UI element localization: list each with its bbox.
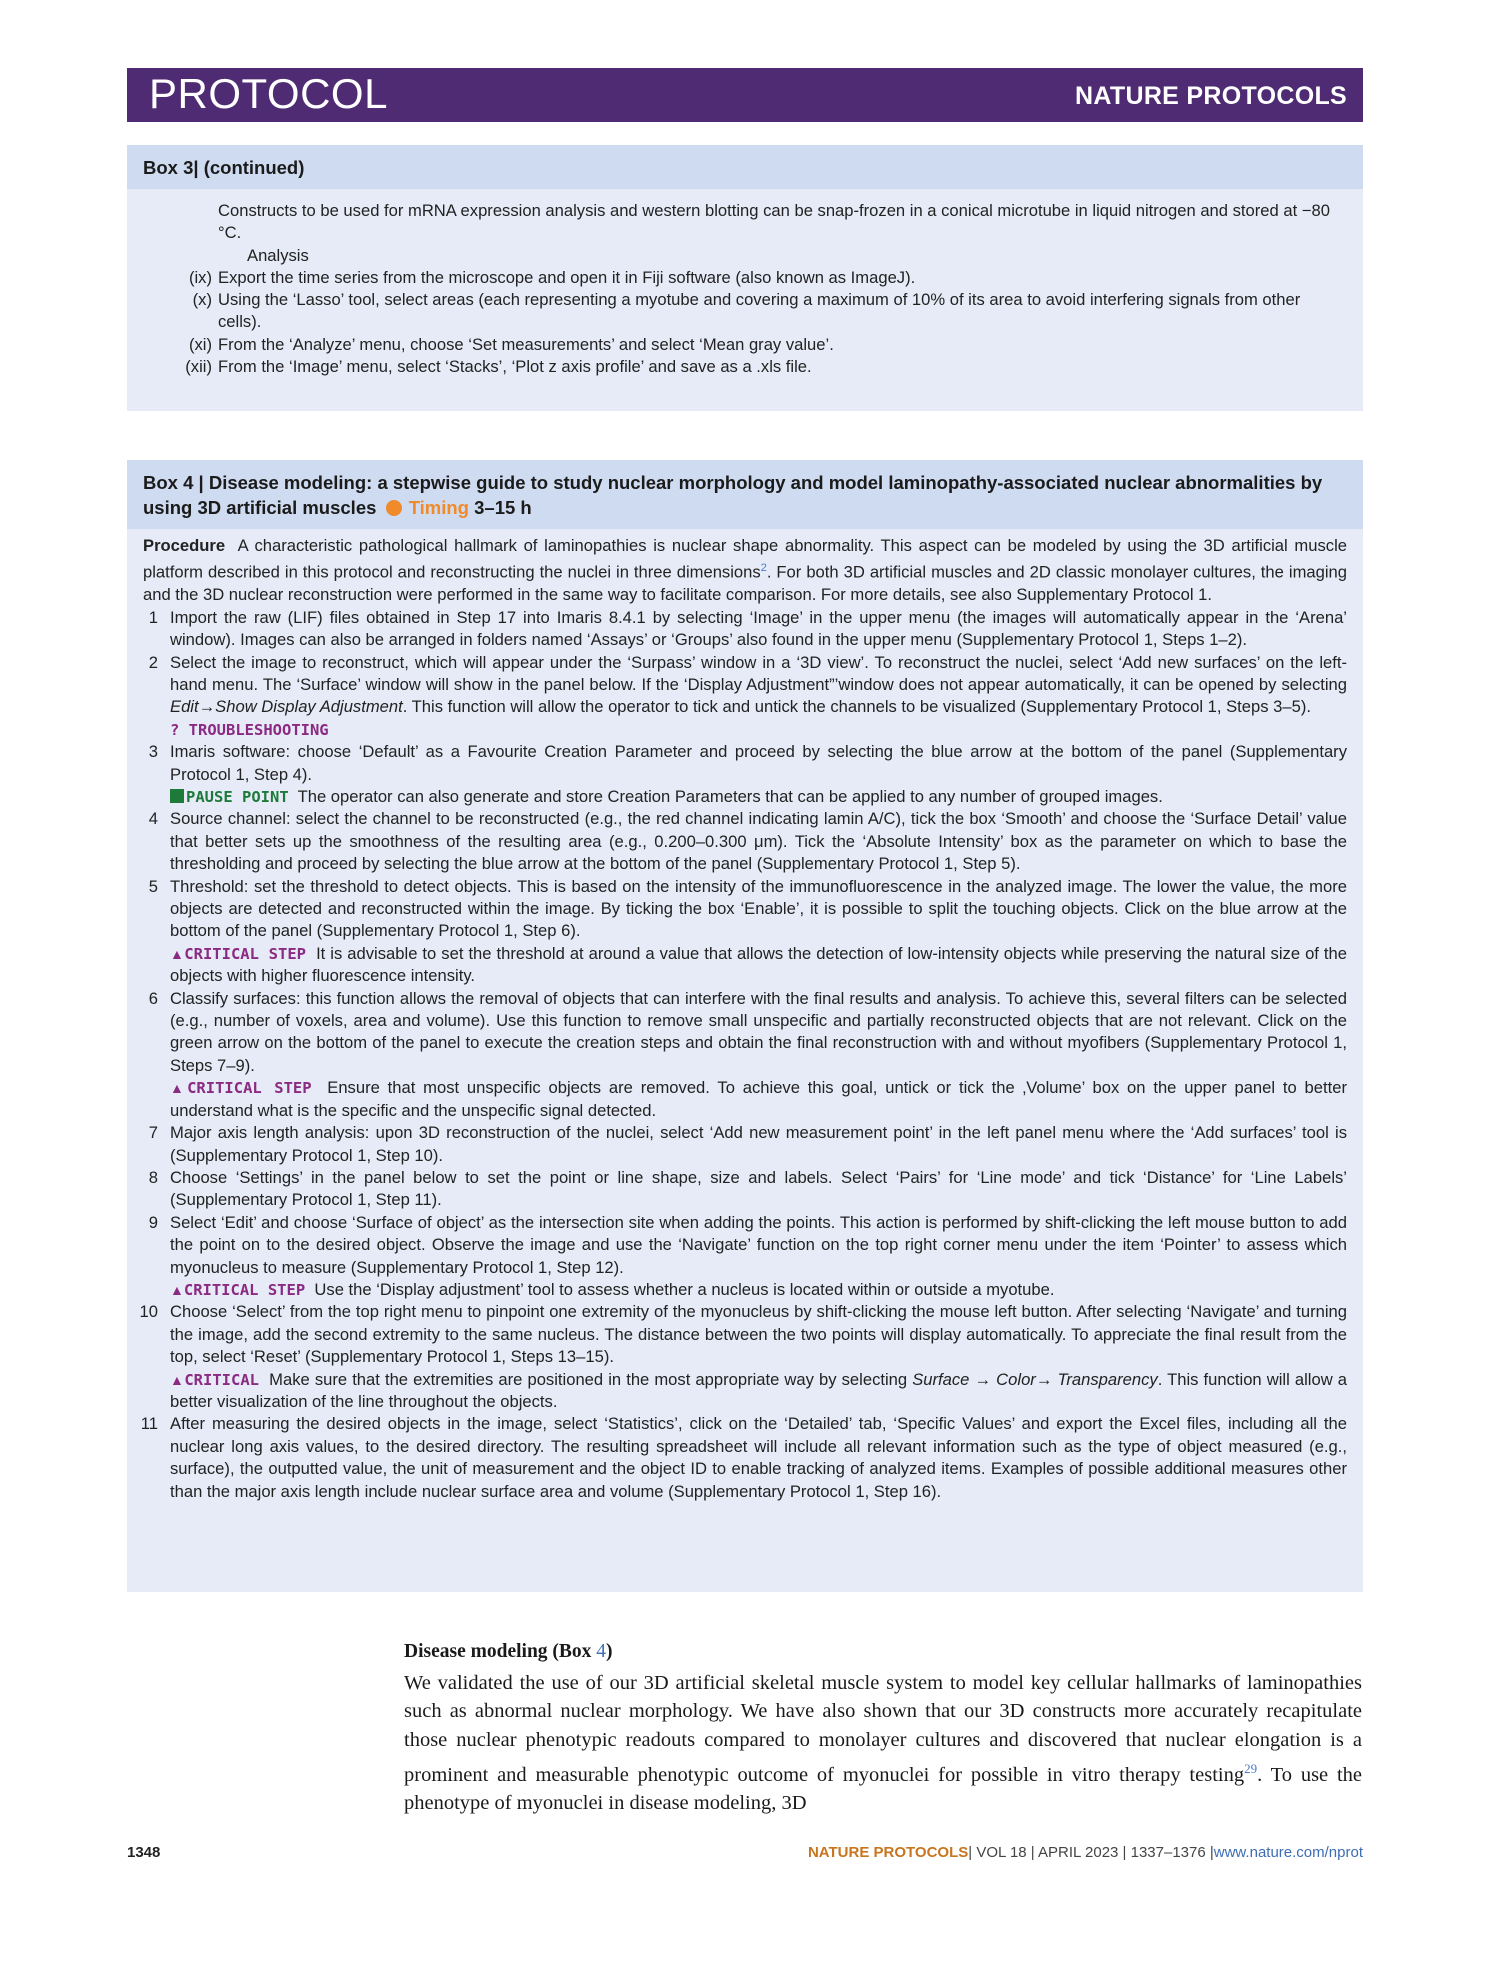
page-footer: [127, 1844, 1363, 1866]
pause-square-icon: [170, 789, 184, 803]
step-10: 10 Choose ‘Select’ from the top right menu to pinpoint one extremity of the myonucleus by shift-clicking the mouse left button. After selecting ‘Navigate’ and turning the image, add the second extremity to the same nucleus. The distance between the two points will display automatically. To appreciate the final result from the top, select ‘Reset’ (Supplementary Protocol 1, Steps 13–15).: [139, 1302, 1347, 1367]
critical-triangle-icon: ▲: [170, 1371, 185, 1388]
critical-10-italic: Surface → Color→ Transparency: [912, 1369, 1158, 1389]
critical-10: [143, 1369, 1347, 1414]
box-4-link[interactable]: 4: [596, 1641, 607, 1662]
step-4: 4 Source channel: select the channel to be reconstructed (e.g., the red channel indicating lamin A/C), tick the box ‘Smooth’ and choose the ‘Surface Detail’ value that better sets up the smoothness of the resulting area (e.g., 0.200–0.300 μm). Tick the ‘Absolute Intensity’ box as the parameter on which to base the thresholding and proceed by selecting the blue arrow at the bottom of the panel (Supplementary Protocol 1, Step 5).: [148, 809, 1347, 874]
footer-citation: [808, 1844, 1363, 1861]
box-3-line: [127, 200, 1363, 245]
footer-journal: NATURE PROTOCOLS: [807, 1844, 969, 1861]
troubleshooting-note: [143, 719, 1347, 741]
box-3-line: [127, 245, 1363, 267]
box-3-line: [127, 289, 1363, 334]
step-7-text: Major axis length analysis: upon 3D reconstruction of the nuclei, select ‘Add new measurement point’ in the left panel menu where the ‘Add surfaces’ tool is (Supplementary Protocol 1, Step 10).: [170, 1123, 1347, 1165]
step-10-text: Choose ‘Select’ from the top right menu to pinpoint one extremity of the myonucleus by shift-clicking the mouse left button. After selecting ‘Navigate’ and turning the image, add the second extremity to the same nucleus. The distance between the two points will display automatically. To appreciate the final result from the top, select ‘Reset’ (Supplementary Protocol 1, Steps 13–15).: [170, 1302, 1347, 1367]
step-11: 11 After measuring the desired objects in the image, select ‘Statistics’, click on the ‘Detailed’ tab, ‘Specific Values’ and export the Excel files, including all the nuclear long axis values, to the desired directory. The resulting spreadsheet will include all relevant information such as the type of object measured (e.g., surface), the outputted value, the unit of measurement and the object ID to enable tracking of analyzed items. Examples of possible additional measures other than the major axis length include nuclear surface area and volume (Supplementary Protocol 1, Step 16).: [140, 1414, 1347, 1501]
box-4-title-text: Box 4 | Disease modeling: a stepwise guide to study nuclear morphology and model laminopathy-associated nuclear abnormalities by using 3D artificial muscles: [143, 472, 1323, 518]
box-3-line: [127, 267, 1363, 289]
para-text-1: We validated the use of our 3D artificial skeletal muscle system to model key cellular hallmarks of laminopathies such as abnormal nuclear morphology. We have also shown that our 3D constructs more accurately recapitulate those nuclear phenotypic readouts compared to monolayer cultures and discovered that nuclear elongation is a prominent and measurable phenotypic outcome of myonuclei for possible in vitro therapy testing: [404, 1671, 1362, 1786]
step-2-text-b: . This function will allow the operator to tick and untick the channels to be visualized (Supplementary Protocol 1, Steps 3–5).: [402, 697, 1311, 717]
step-2-text-a: Select the image to reconstruct, which will appear under the ‘Surpass’ window in a ‘3D view’. To reconstruct the nuclei, select ‘Add new surfaces’ on the left-hand menu. The ‘Surface’ window will show in the panel below. If the ‘Display Adjustment”’window does not appear automatically, it can be opened by selecting: [170, 652, 1347, 694]
procedure-label: Procedure: [143, 536, 226, 555]
box-3-line: [127, 356, 1363, 378]
box-3-line-number: (x): [192, 290, 212, 310]
troubleshooting-link[interactable]: ? TROUBLESHOOTING: [170, 720, 329, 739]
step-6: 6 Classify surfaces: this function allows the removal of objects that can interfere with the final results and analysis. To achieve this, several filters can be selected (e.g., number of voxels, area and volume). Use this function to remove small unspecific and partially reconstructed objects that are not relevant. Click on the green arrow on the bottom of the panel to execute the creation steps and obtain the final reconstruction with and without myofibers (Supplementary Protocol 1, Steps 7–9).: [148, 988, 1347, 1075]
box-3: [127, 145, 1363, 411]
critical-triangle-icon: ▲: [170, 1080, 188, 1097]
intro-text-1: A characteristic pathological hallmark of laminopathies is nuclear shape abnormality. This aspect can be modeled by using the 3D artificial muscle platform described in this protocol and reconstructing the nuclei in three dimensions: [143, 536, 1347, 582]
step-6-text: Classify surfaces: this function allows the removal of objects that can interfere with the final results and analysis. To achieve this, several filters can be selected (e.g., number of voxels, area and volume). Use this function to remove small unspecific and partially reconstructed objects that are not relevant. Click on the green arrow on the bottom of the panel to execute the creation steps and obtain the final reconstruction with and without myofibers (Supplementary Protocol 1, Steps 7–9).: [170, 988, 1347, 1075]
box-4-content: [127, 529, 1363, 1503]
box-3-content: [127, 200, 1363, 378]
critical-step-label: CRITICAL STEP: [183, 1280, 306, 1299]
critical-step-5: [143, 943, 1347, 988]
step-9: 9 Select ‘Edit’ and choose ‘Surface of object’ as the intersection site when adding the points. This action is performed by shift-clicking the left mouse button to add the point on to the desired object. Observe the image and use the ‘Navigate’ function on the top right corner menu under the item ‘Pointer’ to assess which myonucleus to measure (Supplementary Protocol 1, Step 12).: [148, 1212, 1347, 1277]
box-3-line-text: Export the time series from the microscope and open it in Fiji software (also known as ImageJ).: [218, 267, 916, 287]
critical-step-6: [143, 1077, 1347, 1122]
critical-9-text: Use the ‘Display adjustment’ tool to assess whether a nucleus is located within or outside a myotube.: [314, 1279, 1055, 1299]
heading-text: Disease modeling (Box: [404, 1641, 592, 1662]
main-text: [404, 1638, 1362, 1818]
timing-label: Timing: [408, 497, 469, 518]
box-3-line-number: (ix): [188, 267, 212, 287]
box-4-title: [127, 460, 1363, 529]
ref-29-link[interactable]: 29: [1244, 1760, 1258, 1776]
section-heading: [404, 1638, 1362, 1667]
page-header: [127, 68, 1363, 122]
box-4: [127, 460, 1363, 1592]
pause-point-note: [143, 786, 1347, 808]
step-9-text: Select ‘Edit’ and choose ‘Surface of object’ as the intersection site when adding the points. This action is performed by shift-clicking the left mouse button to add the point on to the desired object. Observe the image and use the ‘Navigate’ function on the top right corner menu under the item ‘Pointer’ to assess which myonucleus to measure (Supplementary Protocol 1, Step 12).: [170, 1212, 1347, 1277]
box-3-line-number: (xi): [188, 334, 212, 354]
step-11-text: After measuring the desired objects in the image, select ‘Statistics’, click on the ‘Detailed’ tab, ‘Specific Values’ and export the Excel files, including all the nuclear long axis values, to the desired directory. The resulting spreadsheet will include all relevant information such as the type of object measured (e.g., surface), the outputted value, the unit of measurement and the object ID to enable tracking of analyzed items. Examples of possible additional measures other than the major axis length include nuclear surface area and volume (Supplementary Protocol 1, Step 16).: [170, 1414, 1347, 1501]
step-2: 2 Select the image to reconstruct, which will appear under the ‘Surpass’ window in a ‘3D view’. To reconstruct the nuclei, select ‘Add new surfaces’ on the left-hand menu. The ‘Surface’ window will show in the panel below. If the ‘Display Adjustment”’window does not appear automatically, it can be opened by selecting Edit→Show Display Adjustment. This function will allow the operator to tick and untick the channels to be visualized (Supplementary Protocol 1, Steps 3–5).: [148, 652, 1347, 717]
box-3-line-text: From the ‘Image’ menu, select ‘Stacks’, ‘Plot z axis profile’ and save as a .xls file.: [218, 357, 812, 377]
intro-ref-link[interactable]: 2: [760, 562, 767, 575]
critical-triangle-icon: ▲: [170, 945, 185, 962]
critical-step-9: [143, 1279, 1347, 1301]
section-label: PROTOCOL: [149, 70, 388, 117]
box-3-line-text: From the ‘Analyze’ menu, choose ‘Set measurements’ and select ‘Mean gray value’.: [218, 334, 834, 354]
box-3-title: Box 3| (continued): [127, 145, 1363, 189]
critical-label: CRITICAL: [184, 1370, 259, 1389]
main-paragraph: [404, 1669, 1362, 1818]
step-7: 7 Major axis length analysis: upon 3D reconstruction of the nuclei, select ‘Add new measurement point’ in the left panel menu where the ‘Add surfaces’ tool is (Supplementary Protocol 1, Step 10).: [148, 1123, 1347, 1165]
critical-step-label: CRITICAL STEP: [187, 1079, 312, 1098]
box-3-line-text: Using the ‘Lasso’ tool, select areas (each representing a myotube and covering a maximum of 10% of its area to avoid interfering signals from other cells).: [218, 290, 1301, 332]
step-5: 5 Threshold: set the threshold to detect objects. This is based on the intensity of the immunofluorescence in the analyzed image. The lower the value, the more objects are detected and reconstructed within the image. By ticking the box ‘Enable’, it is possible to split the touching objects. Click on the blue arrow at the bottom of the panel (Supplementary Protocol 1, Step 6).: [148, 876, 1347, 941]
step-1-text: Import the raw (LIF) files obtained in Step 17 into Imaris 8.4.1 by selecting ‘Image’ in the upper menu (the images will automatically appear in the ‘Arena’ window). Images can also be arranged in folders named ‘Assays’ or ‘Groups’ also found in the upper menu (Supplementary Protocol 1, Steps 1–2).: [170, 607, 1347, 650]
step-8: 8 Choose ‘Settings’ in the panel below to set the point or line shape, size and labels. Select ‘Pairs’ for ‘Line mode’ and tick ‘Distance’ for ‘Line Labels’ (Supplementary Protocol 1, Step 11).: [148, 1167, 1347, 1210]
critical-10-text-b: . This function will allow a better visualization of the line throughout the objects.: [170, 1369, 1347, 1411]
step-8-text: Choose ‘Settings’ in the panel below to set the point or line shape, size and labels. Select ‘Pairs’ for ‘Line mode’ and tick ‘Distance’ for ‘Line Labels’ (Supplementary Protocol 1, Step 11).: [170, 1167, 1347, 1210]
critical-10-text-a: Make sure that the extremities are positioned in the most appropriate way by selecting: [269, 1369, 908, 1389]
step-5-text: Threshold: set the threshold to detect objects. This is based on the intensity of the immunofluorescence in the analyzed image. The lower the value, the more objects are detected and reconstructed within the image. By ticking the box ‘Enable’, it is possible to split the touching objects. Click on the blue arrow at the bottom of the panel (Supplementary Protocol 1, Step 6).: [170, 876, 1347, 941]
intro-text-2: . For both 3D artificial muscles and 2D classic monolayer cultures, the imaging and the 3D nuclear reconstruction were performed in the same way to facilitate comparison. For more details, see also Supplementary Protocol 1.: [143, 562, 1347, 605]
timing-value: 3–15 h: [474, 497, 532, 518]
heading-close: ): [606, 1641, 613, 1662]
box-3-line: [127, 334, 1363, 356]
step-2-italic: Edit→Show Display Adjustment: [170, 697, 403, 717]
timing-dot-icon: [386, 500, 402, 516]
footer-details: | VOL 18 | APRIL 2023 | 1337–1376 |: [968, 1844, 1214, 1861]
box-3-line-number: (xii): [185, 357, 212, 377]
page-number: 1348: [127, 1844, 161, 1861]
step-3: 3 Imaris software: choose ‘Default’ as a Favourite Creation Parameter and proceed by selecting the blue arrow at the bottom of the panel (Supplementary Protocol 1, Step 4).: [148, 742, 1347, 784]
box-3-line-text: Constructs to be used for mRNA expression analysis and western blotting can be snap-frozen in a conical microtube in liquid nitrogen and stored at −80 °C.: [218, 201, 1330, 243]
procedure-intro: [143, 535, 1347, 607]
step-4-text: Source channel: select the channel to be reconstructed (e.g., the red channel indicating lamin A/C), tick the box ‘Smooth’ and choose the ‘Surface Detail’ value that better sets up the smoothness of the resulting area (e.g., 0.200–0.300 μm). Tick the ‘Absolute Intensity’ box as the parameter on which to base the thresholding and proceed by selecting the blue arrow at the bottom of the panel (Supplementary Protocol 1, Step 5).: [170, 809, 1347, 874]
critical-step-label: CRITICAL STEP: [184, 944, 307, 963]
journal-title: NATURE PROTOCOLS: [1075, 82, 1347, 110]
critical-6-text: Ensure that most unspecific objects are removed. To achieve this goal, untick or tick the ‚Volume’ box on the upper panel to better understand what is the specific and the unspecific signal detected.: [170, 1078, 1347, 1120]
pause-label: PAUSE POINT: [186, 788, 289, 806]
para-text-2: . To use the phenotype of myonuclei in disease modeling, 3D: [404, 1763, 1363, 1815]
pause-text: The operator can also generate and store Creation Parameters that can be applied to any number of grouped images.: [297, 787, 1163, 806]
step-3-text: Imaris software: choose ‘Default’ as a Favourite Creation Parameter and proceed by selecting the blue arrow at the bottom of the panel (Supplementary Protocol 1, Step 4).: [170, 742, 1347, 784]
step-1: 1 Import the raw (LIF) files obtained in Step 17 into Imaris 8.4.1 by selecting ‘Image’ in the upper menu (the images will automatically appear in the ‘Arena’ window). Images can also be arranged in folders named ‘Assays’ or ‘Groups’ also found in the upper menu (Supplementary Protocol 1, Steps 1–2).: [148, 607, 1347, 650]
critical-5-text: It is advisable to set the threshold at around a value that allows the detection of low-intensity objects while preserving the natural size of the objects with higher fluorescence intensity.: [170, 943, 1347, 986]
footer-url-link[interactable]: www.nature.com/nprot: [1213, 1844, 1363, 1861]
critical-triangle-icon: ▲: [170, 1281, 184, 1298]
box-3-line-text: Analysis: [247, 245, 309, 265]
